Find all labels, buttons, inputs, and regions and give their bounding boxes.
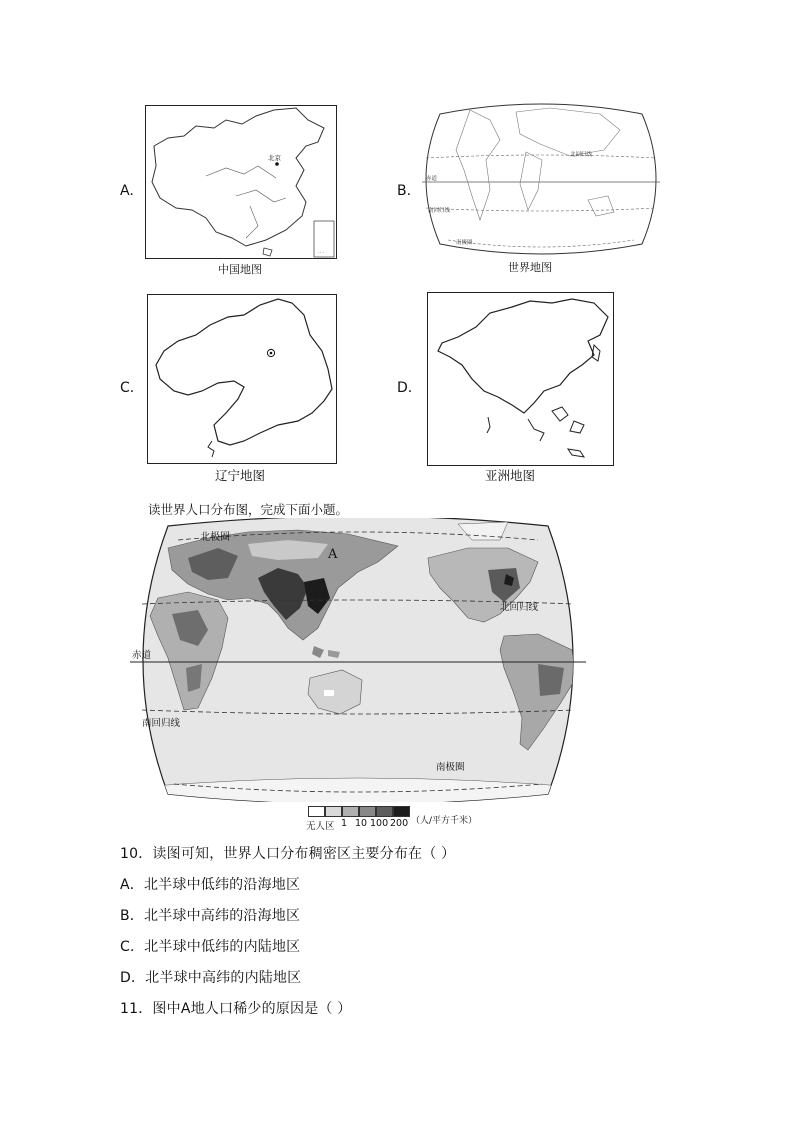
world-map-small-graphic [420, 100, 662, 258]
asia-map-outline [428, 293, 613, 465]
legend-label-0: 无人区 [306, 821, 335, 832]
question-10-option-c: C．北半球中低纬的内陆地区 [120, 939, 301, 955]
label-arctic-circle: 北极圈 [200, 532, 230, 543]
small-map-label-antarctic: 南极圈 [456, 240, 473, 246]
legend-label-1: 1 [341, 818, 348, 829]
legend-swatch-2 [342, 806, 359, 817]
beijing-label: 北京 [268, 154, 281, 162]
section-intro: 读世界人口分布图，完成下面小题。 [148, 502, 349, 517]
small-map-label-tropic-s: 南回归线 [428, 208, 451, 214]
legend-swatch-1 [325, 806, 342, 817]
label-equator: 赤道 [132, 650, 152, 661]
label-tropic-south: 南回归线 [142, 718, 181, 729]
legend-swatch-0 [308, 806, 325, 817]
option-d-letter: D. [397, 380, 413, 396]
population-legend [308, 806, 508, 836]
option-b-letter: B. [397, 183, 412, 199]
asia-map [427, 292, 614, 466]
legend-swatch-4 [376, 806, 393, 817]
world-population-map-graphic [128, 518, 588, 802]
world-map-caption: 世界地图 [508, 261, 552, 274]
liaoning-map-outline [148, 295, 336, 463]
liaoning-map-caption: 辽宁地图 [214, 468, 265, 483]
option-c-letter: C. [120, 380, 135, 396]
small-map-label-tropic-n: 北回归线 [570, 152, 593, 158]
marker-a: A [328, 547, 338, 562]
china-map [145, 105, 337, 259]
question-10-option-d: D．北半球中高纬的内陆地区 [120, 970, 302, 986]
liaoning-map [147, 294, 337, 464]
china-map-outline [146, 106, 336, 258]
legend-swatch-3 [359, 806, 376, 817]
question-11: 11．图中A地人口稀少的原因是（ ） [120, 1001, 352, 1017]
label-antarctic-circle: 南极圈 [436, 762, 465, 773]
china-map-caption: 中国地图 [218, 263, 262, 276]
legend-unit: （人/平方千米） [411, 816, 478, 826]
asia-map-caption: 亚洲地图 [484, 468, 535, 483]
small-map-label-equator: 赤道 [426, 176, 438, 182]
legend-label-2: 10 [355, 818, 368, 829]
world-map-small [420, 100, 662, 258]
svg-text:·· ·: ·· · [318, 250, 325, 256]
legend-label-4: 200 [390, 818, 409, 829]
world-population-map [128, 518, 588, 802]
label-tropic-north: 北回归线 [500, 602, 539, 613]
question-10-option-a: A．北半球中低纬的沿海地区 [120, 877, 301, 893]
option-a-letter: A. [120, 183, 134, 199]
question-10: 10．读图可知，世界人口分布稠密区主要分布在（ ） [120, 846, 456, 862]
legend-label-3: 100 [370, 818, 389, 829]
question-10-option-b: B．北半球中高纬的沿海地区 [120, 908, 301, 924]
legend-swatch-5 [393, 806, 410, 817]
